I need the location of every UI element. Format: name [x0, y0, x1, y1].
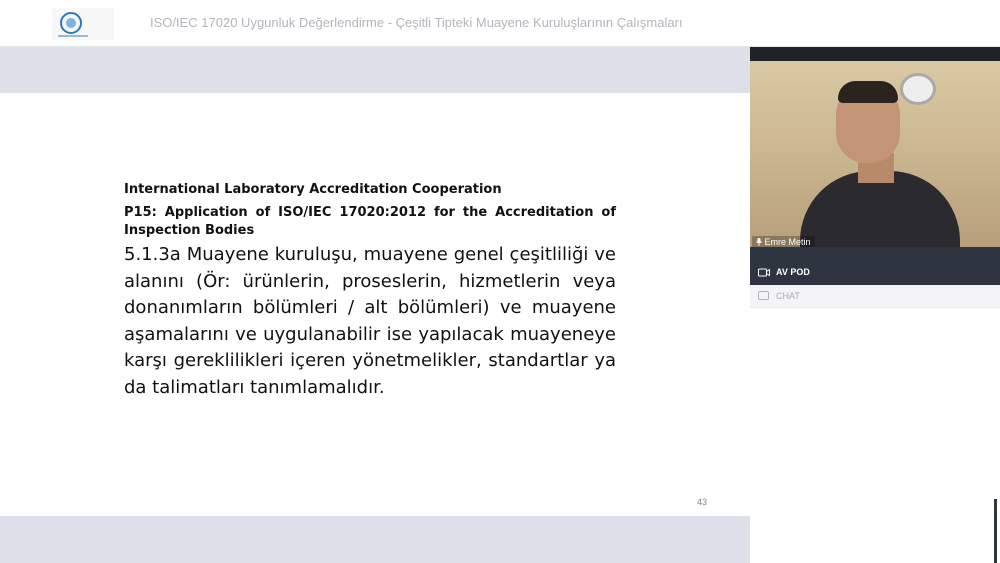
right-side-panel	[750, 47, 1000, 563]
meeting-title: ISO/IEC 17020 Uygunluk Değerlendirme - Çeşitli Tipteki Muayene Kuruluşlarının Çalışmaları	[150, 15, 683, 30]
wall-clock	[900, 73, 936, 105]
app-header	[0, 0, 1000, 47]
video-top-strip	[750, 47, 1000, 61]
chat-header[interactable]	[750, 285, 1000, 308]
organization-logo	[52, 8, 114, 40]
av-pod-label: AV POD	[776, 267, 810, 277]
participant-video[interactable]	[750, 61, 1000, 247]
video-camera-icon	[758, 268, 770, 277]
slide-heading: International Laboratory Accreditation Cooperation	[124, 182, 502, 197]
slide-band-bottom	[0, 516, 750, 563]
presentation-slide	[0, 93, 750, 516]
slide-subheading: P15: Application of ISO/IEC 17020:2012 for the Accreditation of Inspection Bodies	[124, 205, 616, 238]
chat-icon	[758, 291, 769, 300]
participant-name: Emre Metin	[764, 237, 811, 247]
logo-emblem-icon	[60, 12, 82, 34]
slide-body-text: 5.1.3a Muayene kuruluşu, muayene genel çeşitliliği ve alanını (Ör: ürünlerin, proseslerin, hizmetlerin veya donanımların bölümleri / alt bölümleri) ve muayene aşamalarını ve uygulanabilir ise yapılacak muayeneye karşı gereklilikleri içeren yönetmelikler, standartlar ya da talimatları tanımlamalıdır.	[124, 244, 616, 398]
av-pod-header[interactable]	[750, 261, 1000, 285]
microphone-icon	[756, 238, 762, 246]
participant-name-tag	[752, 236, 815, 247]
slide-page-number: 43	[697, 497, 708, 507]
chat-scrollbar[interactable]	[994, 499, 997, 563]
chat-label: CHAT	[776, 291, 800, 301]
slide-band-top	[0, 47, 750, 93]
